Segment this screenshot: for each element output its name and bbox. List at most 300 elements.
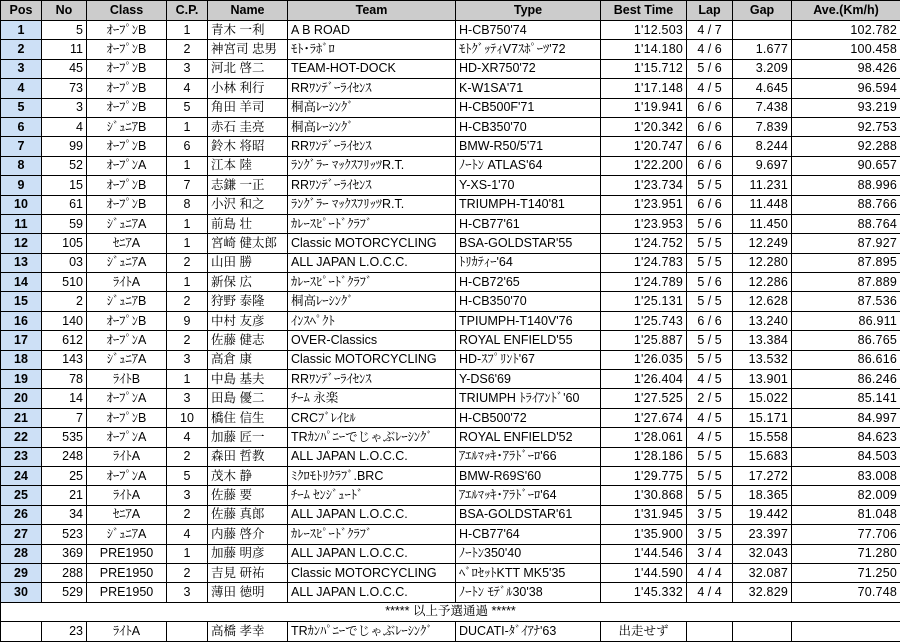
name-cell: 加藤 匠一 <box>208 428 288 447</box>
name-cell: 神宮司 忠男 <box>208 40 288 59</box>
class-cell: ｼﾞｭﾆｱA <box>87 214 167 233</box>
best-time-cell: 1'30.868 <box>601 486 687 505</box>
header-type: Type <box>456 1 601 21</box>
pos-cell: 29 <box>1 563 42 582</box>
class-cell: ｵｰﾌﾟﾝA <box>87 466 167 485</box>
table-row <box>1 583 900 602</box>
pos-cell: 22 <box>1 428 42 447</box>
team-cell: ALL JAPAN L.O.C.C. <box>288 505 456 524</box>
number-cell: 535 <box>42 428 87 447</box>
average-cell: 87.889 <box>792 273 900 292</box>
results-body <box>1 21 900 642</box>
name-cell: 高橋 孝幸 <box>208 622 288 641</box>
gap-cell: 13.901 <box>733 370 792 389</box>
gap-cell: 13.384 <box>733 331 792 350</box>
type-cell: ﾓﾄｸﾞｯﾃｨV7ｽﾎﾟｰﾂ'72 <box>456 40 601 59</box>
pos-cell: 9 <box>1 176 42 195</box>
lap-cell: 3 / 5 <box>687 505 733 524</box>
best-time-cell: 1'20.342 <box>601 117 687 136</box>
type-cell: ｱｴﾙﾏｯｷ･ｱﾗﾄﾞｰﾛ'64 <box>456 486 601 505</box>
gap-cell: 18.365 <box>733 486 792 505</box>
table-row <box>1 79 900 98</box>
cp-cell: 1 <box>167 273 208 292</box>
best-time-cell: 1'29.775 <box>601 466 687 485</box>
gap-cell: 11.448 <box>733 195 792 214</box>
number-cell: 105 <box>42 234 87 253</box>
type-cell: H-CB350'70 <box>456 292 601 311</box>
type-cell: ﾉｰﾄﾝ ﾓﾃﾞﾙ30'38 <box>456 583 601 602</box>
class-cell: ﾗｲﾄA <box>87 622 167 641</box>
class-cell: ｼﾞｭﾆｱB <box>87 292 167 311</box>
average-cell: 84.503 <box>792 447 900 466</box>
average-cell: 70.748 <box>792 583 900 602</box>
header-lap: Lap <box>687 1 733 21</box>
table-row <box>1 98 900 117</box>
class-cell: ｵｰﾌﾟﾝB <box>87 59 167 78</box>
lap-cell: 5 / 5 <box>687 350 733 369</box>
lap-cell: 3 / 4 <box>687 544 733 563</box>
best-time-cell: 1'25.131 <box>601 292 687 311</box>
pos-cell: 16 <box>1 311 42 330</box>
gap-cell <box>733 622 792 641</box>
header-row <box>1 1 900 21</box>
pos-cell: 11 <box>1 214 42 233</box>
pos-cell: 4 <box>1 79 42 98</box>
lap-cell: 6 / 6 <box>687 311 733 330</box>
pos-cell: 21 <box>1 408 42 427</box>
class-cell: ｵｰﾌﾟﾝB <box>87 408 167 427</box>
best-time-cell: 1'23.951 <box>601 195 687 214</box>
name-cell: 鈴木 将昭 <box>208 137 288 156</box>
average-cell: 88.996 <box>792 176 900 195</box>
table-row <box>1 389 900 408</box>
number-cell: 23 <box>42 622 87 641</box>
team-cell: ﾗﾝｸﾞﾗｰ ﾏｯｸｽﾌﾘｯﾂR.T. <box>288 156 456 175</box>
type-cell: ROYAL ENFIELD'52 <box>456 428 601 447</box>
table-row <box>1 137 900 156</box>
header-gap: Gap <box>733 1 792 21</box>
table-row <box>1 292 900 311</box>
number-cell: 03 <box>42 253 87 272</box>
number-cell: 7 <box>42 408 87 427</box>
gap-cell: 11.231 <box>733 176 792 195</box>
type-cell: TRIUMPH ﾄﾗｲｱﾝﾄﾞ'60 <box>456 389 601 408</box>
number-cell: 78 <box>42 370 87 389</box>
average-cell: 98.426 <box>792 59 900 78</box>
number-cell: 5 <box>42 21 87 40</box>
pos-cell: 8 <box>1 156 42 175</box>
lap-cell: 5 / 5 <box>687 176 733 195</box>
number-cell: 248 <box>42 447 87 466</box>
table-row <box>1 563 900 582</box>
best-time-cell: 1'25.887 <box>601 331 687 350</box>
average-cell: 82.009 <box>792 486 900 505</box>
name-cell: 宮崎 健太郎 <box>208 234 288 253</box>
pos-cell: 27 <box>1 525 42 544</box>
pos-cell: 23 <box>1 447 42 466</box>
type-cell: H-CB77'61 <box>456 214 601 233</box>
cp-cell: 4 <box>167 428 208 447</box>
number-cell: 45 <box>42 59 87 78</box>
name-cell: 内藤 啓介 <box>208 525 288 544</box>
cp-cell: 1 <box>167 214 208 233</box>
name-cell: 河北 啓二 <box>208 59 288 78</box>
cp-cell: 7 <box>167 176 208 195</box>
pos-cell: 15 <box>1 292 42 311</box>
class-cell: ｵｰﾌﾟﾝA <box>87 156 167 175</box>
name-cell: 加藤 明彦 <box>208 544 288 563</box>
table-row <box>1 331 900 350</box>
team-cell: ALL JAPAN L.O.C.C. <box>288 544 456 563</box>
gap-cell: 7.839 <box>733 117 792 136</box>
best-time-cell: 1'35.900 <box>601 525 687 544</box>
table-row <box>1 447 900 466</box>
team-cell: A B ROAD <box>288 21 456 40</box>
average-cell: 81.048 <box>792 505 900 524</box>
cp-cell: 3 <box>167 486 208 505</box>
average-cell: 92.288 <box>792 137 900 156</box>
type-cell: BSA-GOLDSTAR'55 <box>456 234 601 253</box>
team-cell: RRﾜﾝﾃﾞｰﾗｲｾﾝｽ <box>288 176 456 195</box>
gap-cell: 17.272 <box>733 466 792 485</box>
class-cell: PRE1950 <box>87 544 167 563</box>
lap-cell: 6 / 6 <box>687 117 733 136</box>
class-cell: ｼﾞｭﾆｱA <box>87 253 167 272</box>
best-time-cell: 1'23.734 <box>601 176 687 195</box>
team-cell: ｶﾚｰｽﾋﾟｰﾄﾞｸﾗﾌﾞ <box>288 273 456 292</box>
best-time-cell: 1'28.061 <box>601 428 687 447</box>
average-cell: 86.765 <box>792 331 900 350</box>
pos-cell: 26 <box>1 505 42 524</box>
average-cell: 84.623 <box>792 428 900 447</box>
pos-cell: 1 <box>1 21 42 40</box>
header-best-time: Best Time <box>601 1 687 21</box>
best-time-cell: 1'24.783 <box>601 253 687 272</box>
average-cell: 87.927 <box>792 234 900 253</box>
lap-cell: 4 / 5 <box>687 408 733 427</box>
pos-cell: 17 <box>1 331 42 350</box>
average-cell: 100.458 <box>792 40 900 59</box>
number-cell: 529 <box>42 583 87 602</box>
lap-cell <box>687 622 733 641</box>
class-cell: ｵｰﾌﾟﾝA <box>87 428 167 447</box>
pos-cell: 24 <box>1 466 42 485</box>
team-cell: 桐高ﾚｰｼﾝｸﾞ <box>288 292 456 311</box>
gap-cell: 11.450 <box>733 214 792 233</box>
team-cell: ｶﾚｰｽﾋﾟｰﾄﾞｸﾗﾌﾞ <box>288 214 456 233</box>
table-row <box>1 195 900 214</box>
team-cell: ALL JAPAN L.O.C.C. <box>288 253 456 272</box>
class-cell: ｵｰﾌﾟﾝB <box>87 21 167 40</box>
cp-cell: 1 <box>167 370 208 389</box>
number-cell: 15 <box>42 176 87 195</box>
gap-cell: 1.677 <box>733 40 792 59</box>
cp-cell: 9 <box>167 311 208 330</box>
name-cell: 橋住 信生 <box>208 408 288 427</box>
name-cell: 小林 利行 <box>208 79 288 98</box>
best-time-cell: 1'27.674 <box>601 408 687 427</box>
best-time-cell: 1'24.752 <box>601 234 687 253</box>
table-row <box>1 311 900 330</box>
table-row <box>1 466 900 485</box>
team-cell: Classic MOTORCYCLING <box>288 563 456 582</box>
type-cell: ﾍﾞﾛｾｯﾄKTT MK5'35 <box>456 563 601 582</box>
best-time-cell: 1'23.953 <box>601 214 687 233</box>
best-time-cell: 1'17.148 <box>601 79 687 98</box>
lap-cell: 5 / 6 <box>687 59 733 78</box>
team-cell: TEAM-HOT-DOCK <box>288 59 456 78</box>
number-cell: 4 <box>42 117 87 136</box>
lap-cell: 3 / 5 <box>687 525 733 544</box>
pos-cell: 18 <box>1 350 42 369</box>
average-cell: 87.895 <box>792 253 900 272</box>
pos-cell: 7 <box>1 137 42 156</box>
lap-cell: 6 / 6 <box>687 98 733 117</box>
table-row <box>1 350 900 369</box>
name-cell: 中村 友彦 <box>208 311 288 330</box>
table-row <box>1 486 900 505</box>
gap-cell: 32.043 <box>733 544 792 563</box>
team-cell: RRﾜﾝﾃﾞｰﾗｲｾﾝｽ <box>288 137 456 156</box>
table-row <box>1 59 900 78</box>
cp-cell: 2 <box>167 331 208 350</box>
table-row <box>1 505 900 524</box>
team-cell: ｲﾝｽﾍﾟｸﾄ <box>288 311 456 330</box>
team-cell: ALL JAPAN L.O.C.C. <box>288 447 456 466</box>
class-cell: ﾗｲﾄB <box>87 370 167 389</box>
cp-cell: 4 <box>167 79 208 98</box>
number-cell: 52 <box>42 156 87 175</box>
type-cell: TRIUMPH-T140'81 <box>456 195 601 214</box>
name-cell: 赤石 圭亮 <box>208 117 288 136</box>
cp-cell: 1 <box>167 234 208 253</box>
name-cell: 青木 一利 <box>208 21 288 40</box>
best-time-cell: 1'44.546 <box>601 544 687 563</box>
average-cell <box>792 622 900 641</box>
gap-cell: 15.683 <box>733 447 792 466</box>
class-cell: ｵｰﾌﾟﾝB <box>87 98 167 117</box>
gap-cell: 19.442 <box>733 505 792 524</box>
cp-cell: 4 <box>167 525 208 544</box>
cp-cell: 3 <box>167 350 208 369</box>
average-cell: 71.280 <box>792 544 900 563</box>
type-cell: Y-XS-1'70 <box>456 176 601 195</box>
lap-cell: 5 / 5 <box>687 292 733 311</box>
class-cell: ｵｰﾌﾟﾝA <box>87 331 167 350</box>
cp-cell: 3 <box>167 389 208 408</box>
type-cell: ｱｴﾙﾏｯｷ･ｱﾗﾄﾞｰﾛ'66 <box>456 447 601 466</box>
name-cell: 新保 広 <box>208 273 288 292</box>
team-cell: 桐高ﾚｰｼﾝｸﾞ <box>288 117 456 136</box>
team-cell: ﾁｰﾑ 永楽 <box>288 389 456 408</box>
pos-cell: 3 <box>1 59 42 78</box>
team-cell: Classic MOTORCYCLING <box>288 350 456 369</box>
best-time-cell: 1'27.525 <box>601 389 687 408</box>
class-cell: ｵｰﾌﾟﾝB <box>87 79 167 98</box>
best-time-cell: 1'28.186 <box>601 447 687 466</box>
lap-cell: 5 / 5 <box>687 234 733 253</box>
lap-cell: 4 / 4 <box>687 583 733 602</box>
average-cell: 86.616 <box>792 350 900 369</box>
pos-cell: 30 <box>1 583 42 602</box>
class-cell: ｵｰﾌﾟﾝB <box>87 195 167 214</box>
pos-cell: 13 <box>1 253 42 272</box>
average-cell: 93.219 <box>792 98 900 117</box>
lap-cell: 5 / 5 <box>687 466 733 485</box>
type-cell: HD-XR750'72 <box>456 59 601 78</box>
type-cell: H-CB500'72 <box>456 408 601 427</box>
pos-cell: 6 <box>1 117 42 136</box>
type-cell: DUCATI-ﾀﾞｲｱﾅ'63 <box>456 622 601 641</box>
table-row <box>1 214 900 233</box>
gap-cell: 32.087 <box>733 563 792 582</box>
team-cell: RRﾜﾝﾃﾞｰﾗｲｾﾝｽ <box>288 79 456 98</box>
best-time-cell: 1'26.035 <box>601 350 687 369</box>
gap-cell: 32.829 <box>733 583 792 602</box>
best-time-cell: 1'15.712 <box>601 59 687 78</box>
header-pos: Pos <box>1 1 42 21</box>
cp-cell: 8 <box>167 195 208 214</box>
best-time-cell: 1'44.590 <box>601 563 687 582</box>
team-cell: Classic MOTORCYCLING <box>288 234 456 253</box>
cp-cell: 6 <box>167 137 208 156</box>
type-cell: ﾉｰﾄﾝ ATLAS'64 <box>456 156 601 175</box>
cp-cell <box>167 622 208 641</box>
type-cell: H-CB350'70 <box>456 117 601 136</box>
name-cell: 中島 基夫 <box>208 370 288 389</box>
table-row <box>1 428 900 447</box>
type-cell: BMW-R69S'60 <box>456 466 601 485</box>
type-cell: Y-DS6'69 <box>456 370 601 389</box>
table-row <box>1 253 900 272</box>
gap-cell: 8.244 <box>733 137 792 156</box>
lap-cell: 5 / 5 <box>687 447 733 466</box>
pos-cell: 20 <box>1 389 42 408</box>
class-cell: ｼﾞｭﾆｱB <box>87 117 167 136</box>
name-cell: 佐藤 真郎 <box>208 505 288 524</box>
class-cell: PRE1950 <box>87 563 167 582</box>
name-cell: 茂木 静 <box>208 466 288 485</box>
class-cell: ｵｰﾌﾟﾝB <box>87 40 167 59</box>
average-cell: 86.911 <box>792 311 900 330</box>
lap-cell: 4 / 6 <box>687 40 733 59</box>
cp-cell: 2 <box>167 563 208 582</box>
cp-cell: 3 <box>167 583 208 602</box>
cp-cell: 1 <box>167 21 208 40</box>
team-cell: 桐高ﾚｰｼﾝｸﾞ <box>288 98 456 117</box>
best-time-cell: 1'24.789 <box>601 273 687 292</box>
table-row <box>1 176 900 195</box>
best-time-cell: 1'25.743 <box>601 311 687 330</box>
best-time-cell: 1'31.945 <box>601 505 687 524</box>
qualifying-separator: ***** 以上予選通過 ***** <box>1 602 900 621</box>
gap-cell: 15.022 <box>733 389 792 408</box>
lap-cell: 6 / 6 <box>687 137 733 156</box>
non-qualifier-row <box>1 622 900 641</box>
class-cell: ｵｰﾌﾟﾝB <box>87 137 167 156</box>
name-cell: 佐藤 健志 <box>208 331 288 350</box>
header-team: Team <box>288 1 456 21</box>
type-cell: TPIUMPH-T140V'76 <box>456 311 601 330</box>
gap-cell: 23.397 <box>733 525 792 544</box>
lap-cell: 4 / 5 <box>687 370 733 389</box>
average-cell: 90.657 <box>792 156 900 175</box>
team-cell: ﾐｸﾛﾓﾄﾘｸﾗﾌﾞ.BRC <box>288 466 456 485</box>
best-time-cell: 1'14.180 <box>601 40 687 59</box>
name-cell: 江本 陸 <box>208 156 288 175</box>
table-row <box>1 525 900 544</box>
average-cell: 88.764 <box>792 214 900 233</box>
gap-cell: 12.628 <box>733 292 792 311</box>
number-cell: 2 <box>42 292 87 311</box>
team-cell: TRｶﾝﾊﾟﾆｰでじゃぶﾚｰｼﾝｸﾞ <box>288 428 456 447</box>
number-cell: 612 <box>42 331 87 350</box>
table-row <box>1 370 900 389</box>
class-cell: ﾗｲﾄA <box>87 447 167 466</box>
lap-cell: 2 / 5 <box>687 389 733 408</box>
table-row <box>1 408 900 427</box>
team-cell: OVER-Classics <box>288 331 456 350</box>
name-cell: 高倉 康 <box>208 350 288 369</box>
gap-cell: 15.558 <box>733 428 792 447</box>
gap-cell: 15.171 <box>733 408 792 427</box>
lap-cell: 4 / 7 <box>687 21 733 40</box>
pos-cell <box>1 622 42 641</box>
name-cell: 森田 哲教 <box>208 447 288 466</box>
class-cell: ｼﾞｭﾆｱA <box>87 350 167 369</box>
name-cell: 吉見 研祐 <box>208 563 288 582</box>
team-cell: ﾗﾝｸﾞﾗｰ ﾏｯｸｽﾌﾘｯﾂR.T. <box>288 195 456 214</box>
best-time-cell: 1'20.747 <box>601 137 687 156</box>
best-time-cell: 1'26.404 <box>601 370 687 389</box>
team-cell: ﾓﾄ･ﾗﾎﾞﾛ <box>288 40 456 59</box>
number-cell: 21 <box>42 486 87 505</box>
pos-cell: 28 <box>1 544 42 563</box>
type-cell: K-W1SA'71 <box>456 79 601 98</box>
class-cell: ｾﾆｱA <box>87 505 167 524</box>
cp-cell: 1 <box>167 156 208 175</box>
number-cell: 99 <box>42 137 87 156</box>
average-cell: 92.753 <box>792 117 900 136</box>
cp-cell: 3 <box>167 59 208 78</box>
lap-cell: 5 / 6 <box>687 214 733 233</box>
type-cell: H-CB72'65 <box>456 273 601 292</box>
type-cell: ﾉｰﾄﾝ350'40 <box>456 544 601 563</box>
table-row <box>1 544 900 563</box>
best-time-cell: 出走せず <box>601 622 687 641</box>
type-cell: H-CB500F'71 <box>456 98 601 117</box>
number-cell: 288 <box>42 563 87 582</box>
gap-cell: 7.438 <box>733 98 792 117</box>
class-cell: ｵｰﾌﾟﾝB <box>87 176 167 195</box>
number-cell: 73 <box>42 79 87 98</box>
cp-cell: 2 <box>167 40 208 59</box>
table-row <box>1 273 900 292</box>
name-cell: 志鎌 一正 <box>208 176 288 195</box>
number-cell: 140 <box>42 311 87 330</box>
best-time-cell: 1'12.503 <box>601 21 687 40</box>
team-cell: ｶﾚｰｽﾋﾟｰﾄﾞｸﾗﾌﾞ <box>288 525 456 544</box>
team-cell: TRｶﾝﾊﾟﾆｰでじゃぶﾚｰｼﾝｸﾞ <box>288 622 456 641</box>
name-cell: 角田 羊司 <box>208 98 288 117</box>
gap-cell: 12.286 <box>733 273 792 292</box>
header-cp: C.P. <box>167 1 208 21</box>
class-cell: ｾﾆｱA <box>87 234 167 253</box>
average-cell: 77.706 <box>792 525 900 544</box>
header-name: Name <box>208 1 288 21</box>
gap-cell <box>733 21 792 40</box>
lap-cell: 4 / 4 <box>687 563 733 582</box>
